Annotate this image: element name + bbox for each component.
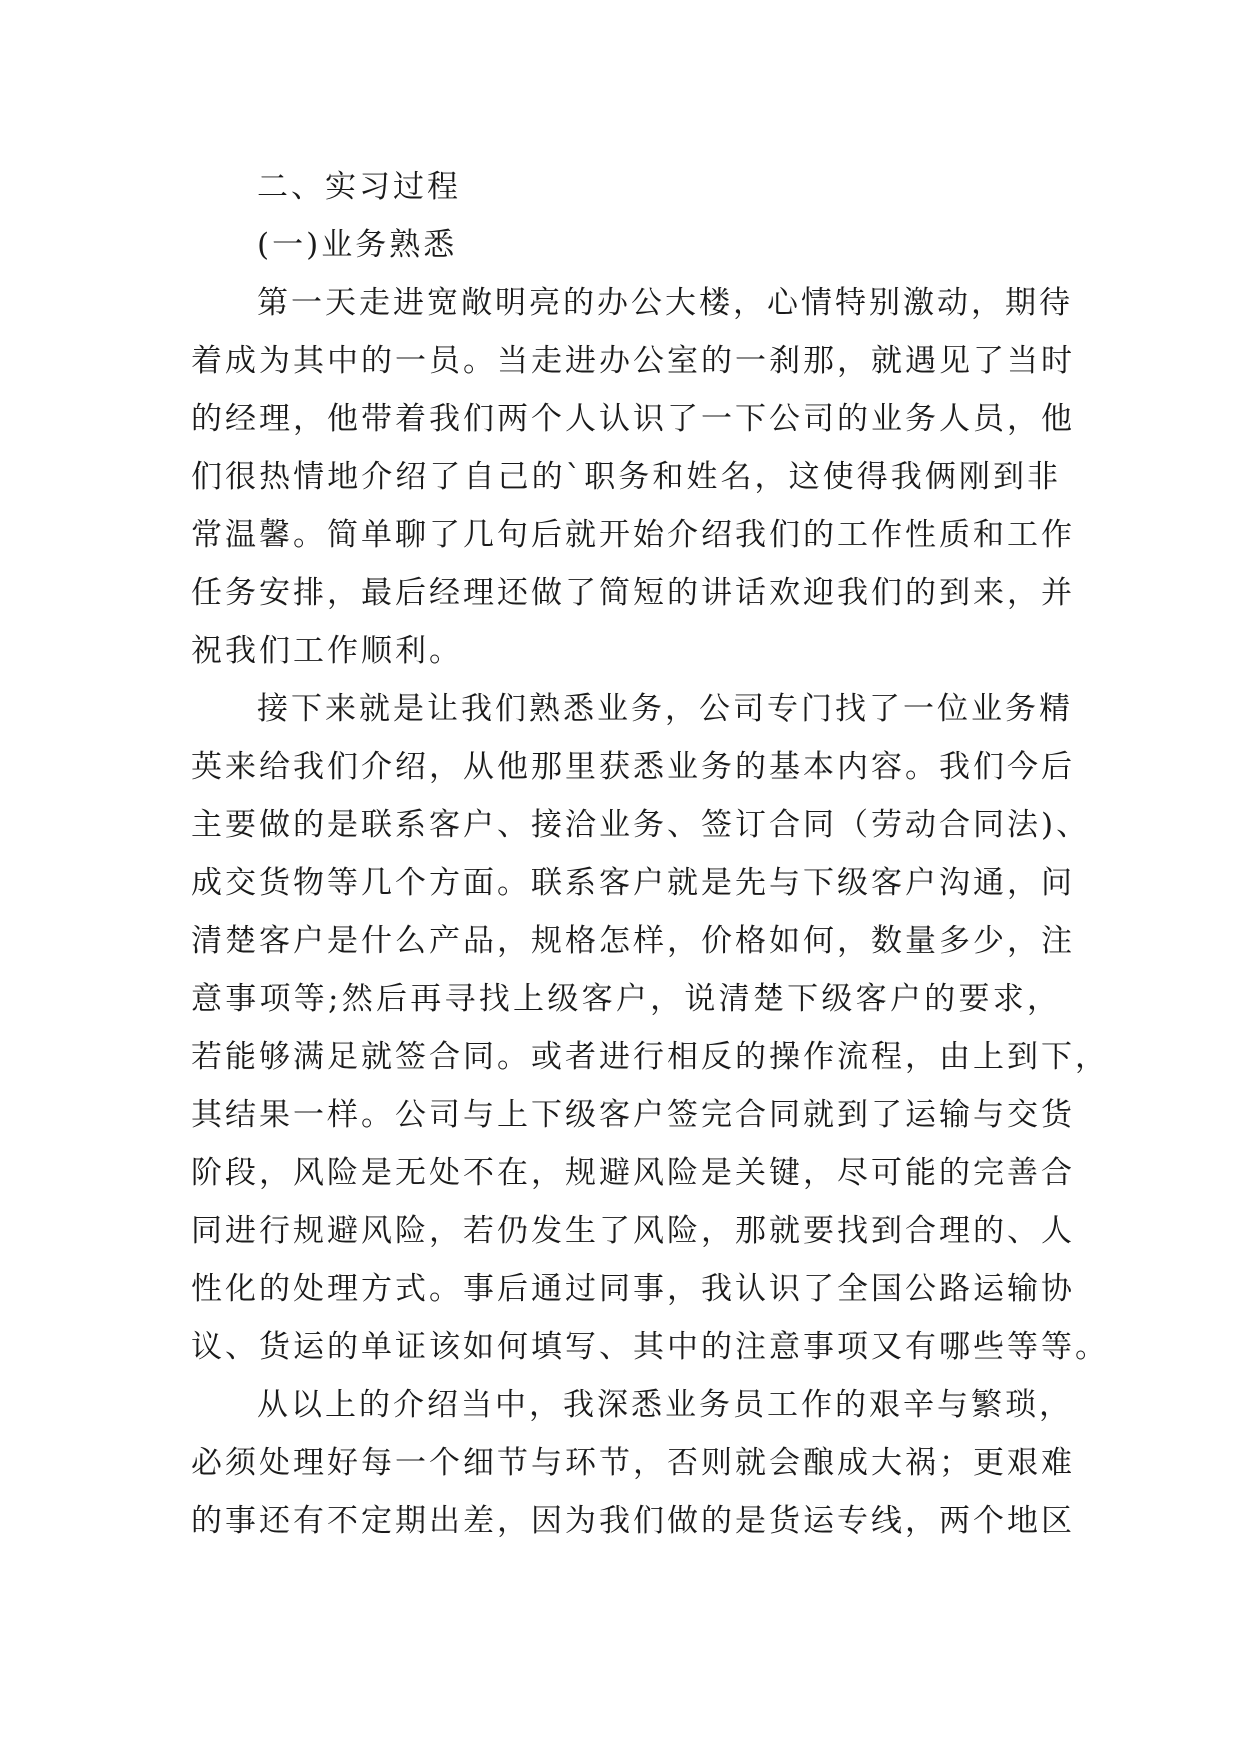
paragraph-1-line-6: 任务安排，最后经理还做了简短的讲话欢迎我们的到来，并	[191, 575, 1075, 611]
paragraph-2-line-9: 阶段，风险是无处不在，规避风险是关键，尽可能的完善合	[191, 1155, 1075, 1191]
paragraph-1-line-4: 们很热情地介绍了自己的`职务和姓名，这使得我俩刚到非	[191, 459, 1061, 495]
section-heading: 二、实习过程	[257, 169, 461, 205]
paragraph-2-line-2: 英来给我们介绍，从他那里获悉业务的基本内容。我们今后	[191, 749, 1075, 785]
paragraph-2-line-10: 同进行规避风险，若仍发生了风险，那就要找到合理的、人	[191, 1213, 1075, 1249]
paragraph-3-line-3: 的事还有不定期出差，因为我们做的是货运专线，两个地区	[191, 1503, 1075, 1539]
paragraph-1-line-7: 祝我们工作顺利。	[191, 633, 463, 669]
paragraph-2-line-4: 成交货物等几个方面。联系客户就是先与下级客户沟通，问	[191, 865, 1075, 901]
paragraph-1-line-3: 的经理，他带着我们两个人认识了一下公司的业务人员，他	[191, 401, 1075, 437]
paragraph-1-line-5: 常温馨。简单聊了几句后就开始介绍我们的工作性质和工作	[191, 517, 1075, 553]
paragraph-2-line-11: 性化的处理方式。事后通过同事，我认识了全国公路运输协	[191, 1271, 1075, 1307]
paragraph-3-line-1: 从以上的介绍当中，我深悉业务员工作的艰辛与繁琐，	[257, 1387, 1073, 1423]
paragraph-3-line-2: 必须处理好每一个细节与环节，否则就会酿成大祸；更艰难	[191, 1445, 1075, 1481]
paragraph-2-line-7: 若能够满足就签合同。或者进行相反的操作流程，由上到下，	[191, 1039, 1109, 1075]
paragraph-2-line-1: 接下来就是让我们熟悉业务，公司专门找了一位业务精	[257, 691, 1073, 727]
subsection-heading: (一)业务熟悉	[257, 227, 458, 263]
paragraph-2-line-12: 议、货运的单证该如何填写、其中的注意事项又有哪些等等。	[191, 1329, 1109, 1365]
paragraph-2-line-6: 意事项等;然后再寻找上级客户，说清楚下级客户的要求，	[191, 981, 1061, 1017]
paragraph-1-line-2: 着成为其中的一员。当走进办公室的一刹那，就遇见了当时	[191, 343, 1075, 379]
paragraph-2-line-3: 主要做的是联系客户、接洽业务、签订合同（劳动合同法)、	[191, 807, 1091, 843]
paragraph-2-line-8: 其结果一样。公司与上下级客户签完合同就到了运输与交货	[191, 1097, 1075, 1133]
paragraph-1-line-1: 第一天走进宽敞明亮的办公大楼，心情特别激动，期待	[257, 285, 1073, 321]
paragraph-2-line-5: 清楚客户是什么产品，规格怎样，价格如何，数量多少，注	[191, 923, 1075, 959]
document-body	[191, 158, 1109, 1550]
